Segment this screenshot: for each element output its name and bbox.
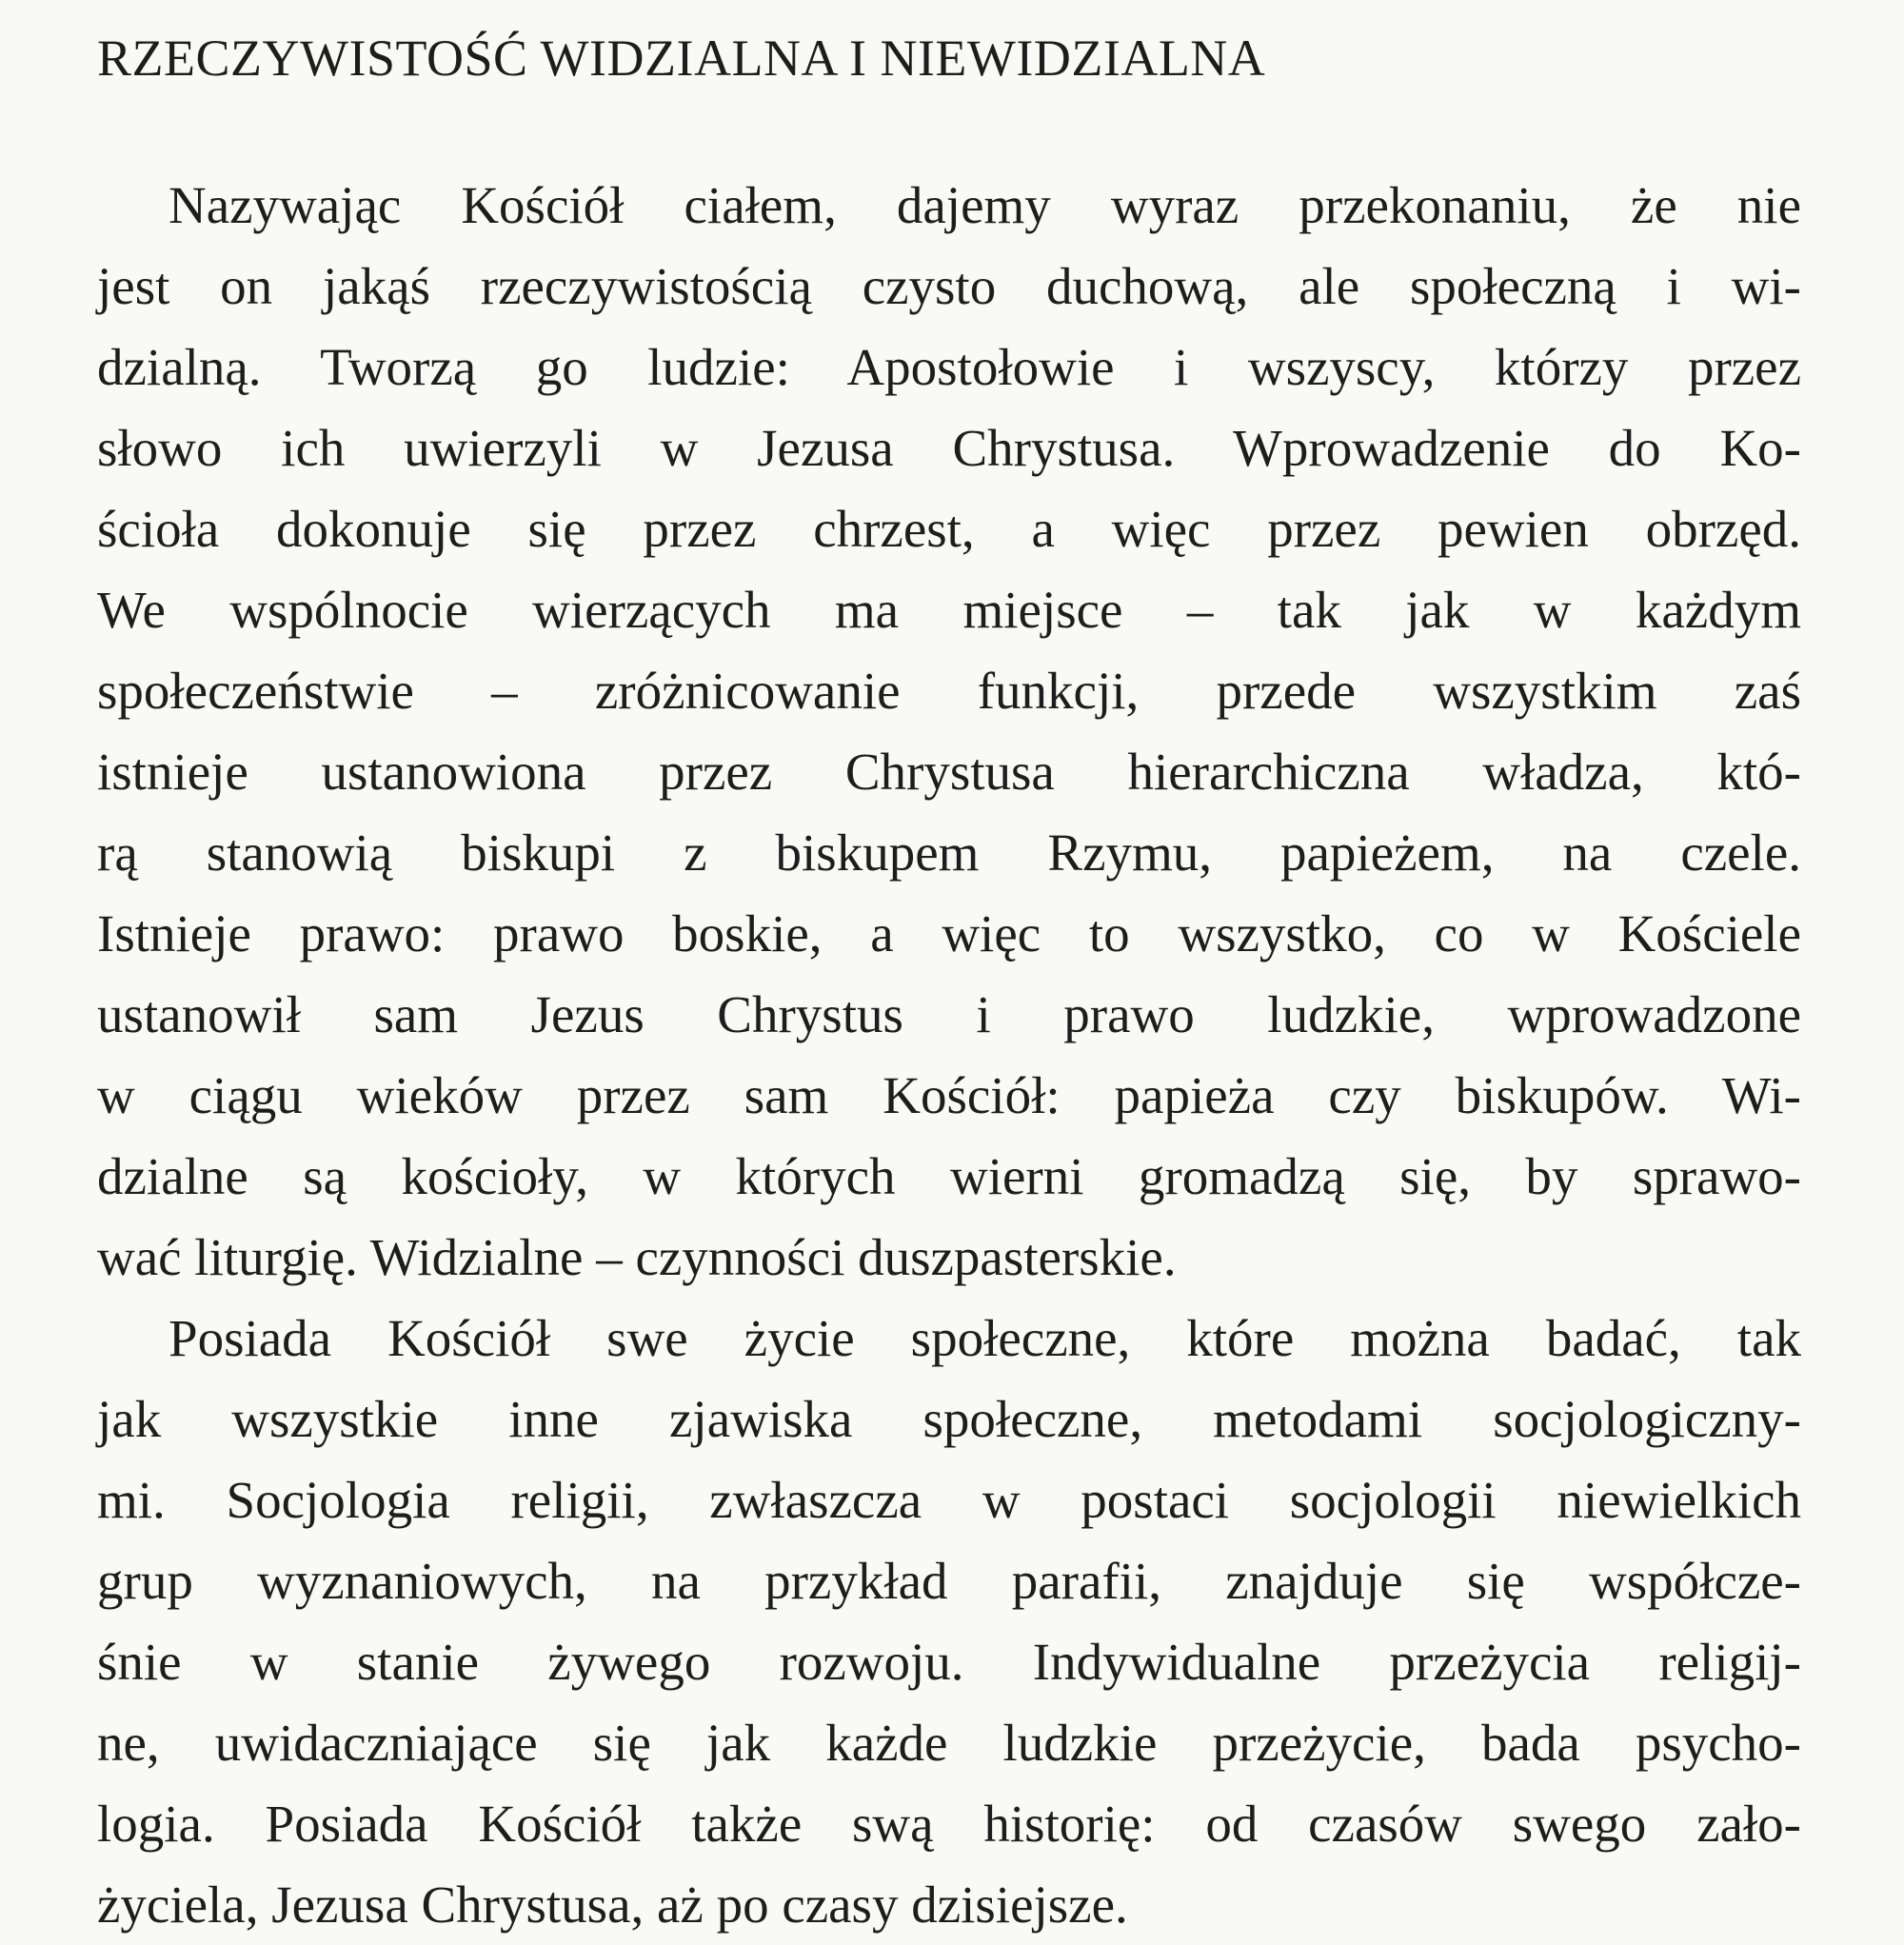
text-line: ścioła dokonuje się przez chrzest, a więc przez pewien obrzęd.	[97, 500, 1801, 558]
text-line: istnieje ustanowiona przez Chrystusa hierarchiczna władza, któ-	[97, 743, 1801, 801]
text-line: życiela, Jezusa Chrystusa, aż po czasy dzisiejsze.	[97, 1876, 1128, 1934]
text-line: jest on jakąś rzeczywistością czysto duchową, ale społeczną i wi-	[97, 257, 1801, 315]
text-line: słowo ich uwierzyli w Jezusa Chrystusa. Wprowadzenie do Ko-	[97, 419, 1801, 477]
text-line: wać liturgię. Widzialne – czynności duszpasterskie.	[97, 1228, 1177, 1286]
text-line: We wspólnocie wierzących ma miejsce – tak jak w każdym	[97, 581, 1801, 639]
text-line: jak wszystkie inne zjawiska społeczne, metodami socjologiczny-	[97, 1390, 1801, 1448]
body-text	[97, 165, 1801, 1945]
text-line: ne, uwidaczniające się jak każde ludzkie przeżycie, bada psycho-	[97, 1714, 1801, 1772]
text-line: rą stanowią biskupi z biskupem Rzymu, papieżem, na czele.	[97, 824, 1801, 882]
text-line: Istnieje prawo: prawo boskie, a więc to wszystko, co w Kościele	[97, 904, 1801, 963]
text-line: w ciągu wieków przez sam Kościół: papieża czy biskupów. Wi-	[97, 1066, 1801, 1124]
text-line: dzialną. Tworzą go ludzie: Apostołowie i wszyscy, którzy przez	[97, 338, 1801, 396]
text-line: Posiada Kościół swe życie społeczne, które można badać, tak	[169, 1309, 1801, 1367]
paragraph-1	[97, 165, 1801, 1298]
chapter-heading: RZECZYWISTOŚĆ WIDZIALNA I NIEWIDZIALNA	[97, 30, 1266, 87]
text-line: mi. Socjologia religii, zwłaszcza w postaci socjologii niewielkich	[97, 1471, 1801, 1529]
text-line: śnie w stanie żywego rozwoju. Indywidualne przeżycia religij-	[97, 1633, 1801, 1691]
text-line: ustanowił sam Jezus Chrystus i prawo ludzkie, wprowadzone	[97, 985, 1801, 1043]
text-line: Nazywając Kościół ciałem, dajemy wyraz przekonaniu, że nie	[169, 176, 1801, 234]
text-line: dzialne są kościoły, w których wierni gromadzą się, by sprawo-	[97, 1147, 1801, 1205]
text-line: grup wyznaniowych, na przykład parafii, znajduje się współcze-	[97, 1552, 1801, 1610]
text-line: logia. Posiada Kościół także swą historię: od czasów swego zało-	[97, 1795, 1801, 1853]
text-line: społeczeństwie – zróżnicowanie funkcji, przede wszystkim zaś	[97, 662, 1801, 720]
paragraph-2	[97, 1298, 1801, 1945]
